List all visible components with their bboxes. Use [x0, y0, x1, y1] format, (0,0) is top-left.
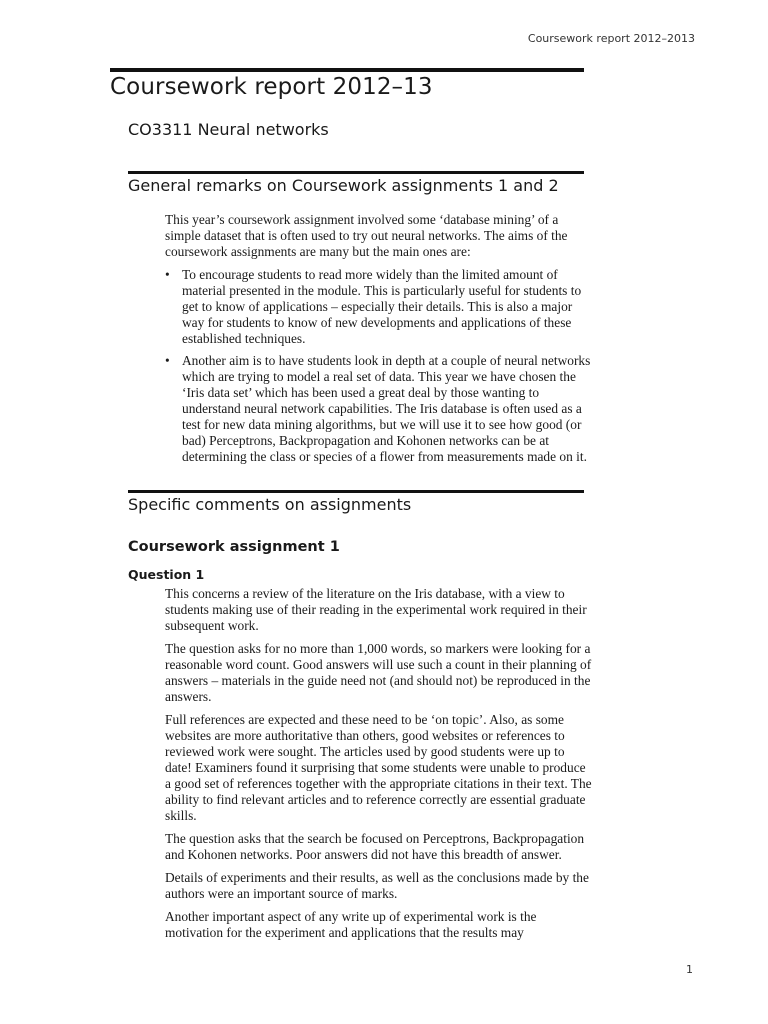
- paragraph: Another important aspect of any write up of experimental work is the motivation for the experiment and applications that the results may: [165, 909, 537, 940]
- bullet-icon: •: [165, 267, 170, 282]
- paragraph: Full references are expected and these need to be ‘on topic’. Also, as some websites are more authoritative than others, good websites or references to reviewed work were sought. The articles used by good students were up to date! Examiners found it surprising that some students were unable to produce a good set of references together with the appropriate citations in their text. The ability to find relevant articles and to reference correctly are essential graduate skills.: [165, 712, 592, 823]
- paragraph: Details of experiments and their results, as well as the conclusions made by the authors were an important source of marks.: [165, 870, 589, 901]
- title-rule: [110, 68, 584, 72]
- bullet-text: Another aim is to have students look in depth at a couple of neural networks which are trying to model a real set of data. This year we have chosen the ‘Iris data set’ which has been used a great deal by those wanting to understand neural network capabilities. The Iris database is often used as a test for new data mining algorithms, but we will use it to see how good (or bad) Perceptrons, Backpropagation and Kohonen networks can be at determining the class or species of a flower from measurements made on it.: [182, 353, 591, 464]
- section2-rule: [128, 490, 584, 493]
- section1-bullet-list: [165, 267, 593, 465]
- question1-body: [165, 586, 593, 948]
- bullet-icon: •: [165, 353, 170, 368]
- question-heading: Question 1: [128, 567, 205, 582]
- page-number: 1: [686, 963, 693, 976]
- paragraph: The question asks that the search be focused on Perceptrons, Backpropagation and Kohonen networks. Poor answers did not have this breadth of answer.: [165, 831, 585, 862]
- running-header: Coursework report 2012–2013: [527, 32, 695, 45]
- bullet-text: To encourage students to read more widely than the limited amount of material presented in the module. This is particularly useful for students to get to know of applications – especially their details. This is also a major way for students to know of new developments and applications of these established techniques.: [182, 267, 582, 346]
- section2-heading: Specific comments on assignments: [128, 495, 412, 514]
- paragraph: The question asks for no more than 1,000 words, so markers were looking for a reasonable word count. Good answers will use such a count in their planning of answers – materials in the guide need not (and should not) be reproduced in the answers.: [165, 641, 592, 704]
- section1-body: [165, 212, 593, 473]
- page-title: Coursework report 2012–13: [110, 74, 433, 100]
- assignment-heading: Coursework assignment 1: [128, 539, 340, 555]
- paragraph: This concerns a review of the literature on the Iris database, with a view to students making use of their reading in the experimental work required in their subsequent work.: [165, 586, 587, 633]
- bullet-item: [165, 267, 593, 347]
- course-title: CO3311 Neural networks: [128, 120, 329, 139]
- section1-heading: General remarks on Coursework assignments 1 and 2: [128, 176, 559, 195]
- section1-intro: This year’s coursework assignment involved some ‘database mining’ of a simple dataset that is often used to try out neural networks. The aims of the coursework assignments are many but the main ones are:: [165, 212, 568, 259]
- bullet-item: [165, 353, 593, 465]
- section1-rule: [128, 171, 584, 174]
